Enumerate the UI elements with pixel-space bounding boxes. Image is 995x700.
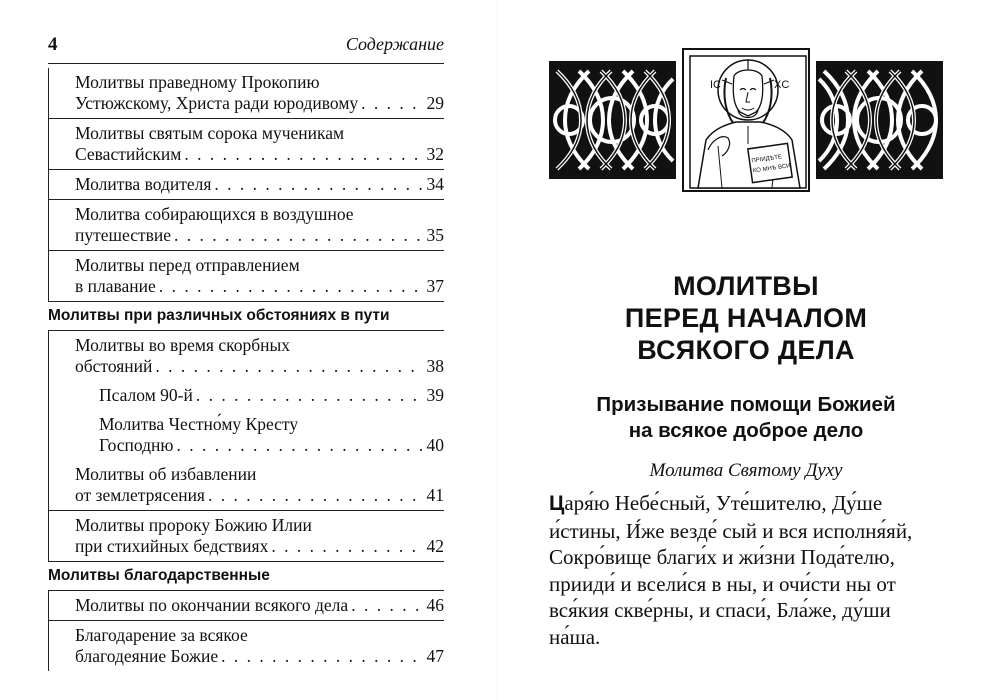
toc-entry-last-line: [99, 385, 444, 406]
toc-entry-title: от землетрясения: [75, 485, 205, 505]
toc-section-heading: Молитвы благодарственные: [48, 561, 444, 591]
toc-entry[interactable]: [48, 460, 444, 510]
dot-leader: [361, 93, 423, 114]
dot-leader: [221, 646, 423, 667]
toc-entry-title: Севастийским: [75, 144, 182, 164]
page-number: 4: [48, 34, 58, 55]
prayer-line: Сокро́вище благи́х и жи́зни Пода́телю,: [549, 545, 895, 570]
toc-entry-title: Молитва собирающихся в воздушное: [75, 204, 354, 224]
table-of-contents: [48, 68, 444, 671]
section-title-line-1: МОЛИТВЫ: [673, 271, 819, 301]
toc-page-number: 47: [426, 646, 444, 666]
toc-entry[interactable]: [48, 331, 444, 381]
toc-entry[interactable]: [48, 620, 444, 671]
dot-leader: [159, 276, 424, 297]
dot-leader: [184, 144, 423, 165]
dot-leader: [214, 174, 423, 195]
toc-entry[interactable]: [48, 68, 444, 118]
toc-page-number: 35: [426, 225, 444, 245]
toc-page-number: 41: [426, 485, 444, 505]
toc-entry-title: обстояний: [75, 356, 153, 376]
dot-leader: [174, 225, 423, 246]
toc-page-number: 40: [426, 435, 444, 455]
prayer-line-text: аря́ю Небе́сный, Уте́шителю, Ду́ше: [564, 491, 883, 515]
toc-entry-last-line: [75, 276, 444, 297]
ornamental-banner: [549, 48, 943, 192]
toc-page-number: 34: [426, 174, 444, 194]
section-title-line-3: ВСЯКОГО ДЕЛА: [637, 335, 855, 365]
toc-entry-title: Господню: [99, 435, 174, 455]
icon-book-line2: КО МНѢ ВСИ: [752, 163, 791, 175]
prayer-line: [549, 490, 949, 518]
dot-leader: [208, 485, 424, 506]
icon-book-line1: ПРІИДѢТЕ: [751, 154, 783, 165]
toc-entry-title: Молитвы по окончании всякого дела: [75, 595, 349, 615]
toc-page-number: 46: [426, 595, 444, 615]
subtitle-line-1: Призывание помощи Божией: [596, 393, 896, 416]
header-title: Содержание: [345, 34, 444, 54]
prayer-line: и́стины, И́же везде́ сый и вся исполня́яй,: [549, 518, 913, 543]
toc-entry-title: путешествие: [75, 225, 172, 245]
prayer-line: прииди́ и всели́ся в ны, и очи́сти ны от: [549, 571, 896, 596]
toc-entry-title: Молитвы пророку Божию Илии: [75, 515, 312, 535]
toc-entry-title: Молитва водителя: [75, 174, 212, 194]
celtic-knot-ornament-left: [549, 61, 676, 179]
toc-entry-last-line: [75, 646, 444, 667]
toc-entry-title: Псалом 90-й: [99, 385, 193, 405]
toc-entry[interactable]: [48, 250, 444, 301]
prayer-line: на́ша.: [549, 624, 601, 649]
toc-entry-last-line: [75, 93, 444, 114]
toc-entry-last-line: [75, 595, 444, 616]
toc-entry[interactable]: [48, 381, 444, 410]
toc-page-number: 29: [426, 93, 444, 113]
toc-entry-title: при стихийных бедствиях: [75, 536, 269, 556]
toc-entry-title: Благодарение за всякое: [75, 625, 248, 645]
toc-section-heading: Молитвы при различных обстояниях в пути: [48, 301, 444, 331]
toc-entry-title: благодеяние Божие: [75, 646, 219, 666]
icon-ic-letters: IC: [710, 79, 721, 91]
toc-entry[interactable]: [48, 410, 444, 460]
icon-xc-letters: XC: [774, 79, 790, 91]
toc-entry-title: Молитвы об избавлении: [75, 464, 257, 484]
christ-pantocrator-icon: [682, 48, 810, 192]
celtic-knot-ornament-right: [816, 61, 943, 179]
toc-entry-last-line: [75, 485, 444, 506]
prayer-line: вся́кия скве́рны, и спаси́, Бла́же, ду́ши: [549, 598, 891, 623]
dot-leader: [351, 595, 423, 616]
subtitle-line-2: на всякое доброе дело: [628, 419, 864, 442]
toc-page-number: 42: [426, 536, 444, 556]
toc-entry[interactable]: [48, 169, 444, 199]
dot-leader: [196, 385, 424, 406]
toc-entry[interactable]: [48, 591, 444, 620]
prayer-text: [549, 490, 949, 651]
dot-leader: [271, 536, 423, 557]
toc-entry-title: Молитвы во время скорбных: [75, 335, 290, 355]
toc-page-number: 39: [426, 385, 444, 405]
toc-entry-last-line: [75, 356, 444, 377]
section-title-line-2: ПЕРЕД НАЧАЛОМ: [624, 303, 868, 333]
left-page: [0, 0, 497, 700]
toc-entry-title: Молитва Честно́му Кресту: [99, 414, 299, 434]
toc-entry-last-line: [75, 174, 444, 195]
toc-entry-last-line: [99, 435, 444, 456]
toc-entry-title: Молитвы святым сорока мученикам: [75, 123, 345, 143]
drop-initial: Ц: [549, 492, 565, 515]
toc-entry[interactable]: [48, 118, 444, 169]
running-header: [48, 34, 444, 64]
dot-leader: [177, 435, 424, 456]
toc-entry[interactable]: [48, 510, 444, 561]
header-rule: [48, 63, 444, 64]
dot-leader: [155, 356, 423, 377]
toc-page-number: 32: [426, 144, 444, 164]
toc-page-number: 37: [426, 276, 444, 296]
prayer-name: Молитва Святому Духу: [649, 460, 843, 481]
toc-entry-last-line: [75, 536, 444, 557]
toc-entry-title: Устюжскому, Христа ради юродивому: [75, 93, 359, 113]
toc-entry-title: в плавание: [75, 276, 156, 296]
toc-entry-title: Молитвы перед отправлением: [75, 255, 300, 275]
toc-entry-last-line: [75, 144, 444, 165]
right-page: [497, 0, 995, 700]
toc-entry-title: Молитвы праведному Прокопию: [75, 72, 320, 92]
toc-page-number: 38: [426, 356, 444, 376]
toc-entry-last-line: [75, 225, 444, 246]
toc-entry[interactable]: [48, 199, 444, 250]
